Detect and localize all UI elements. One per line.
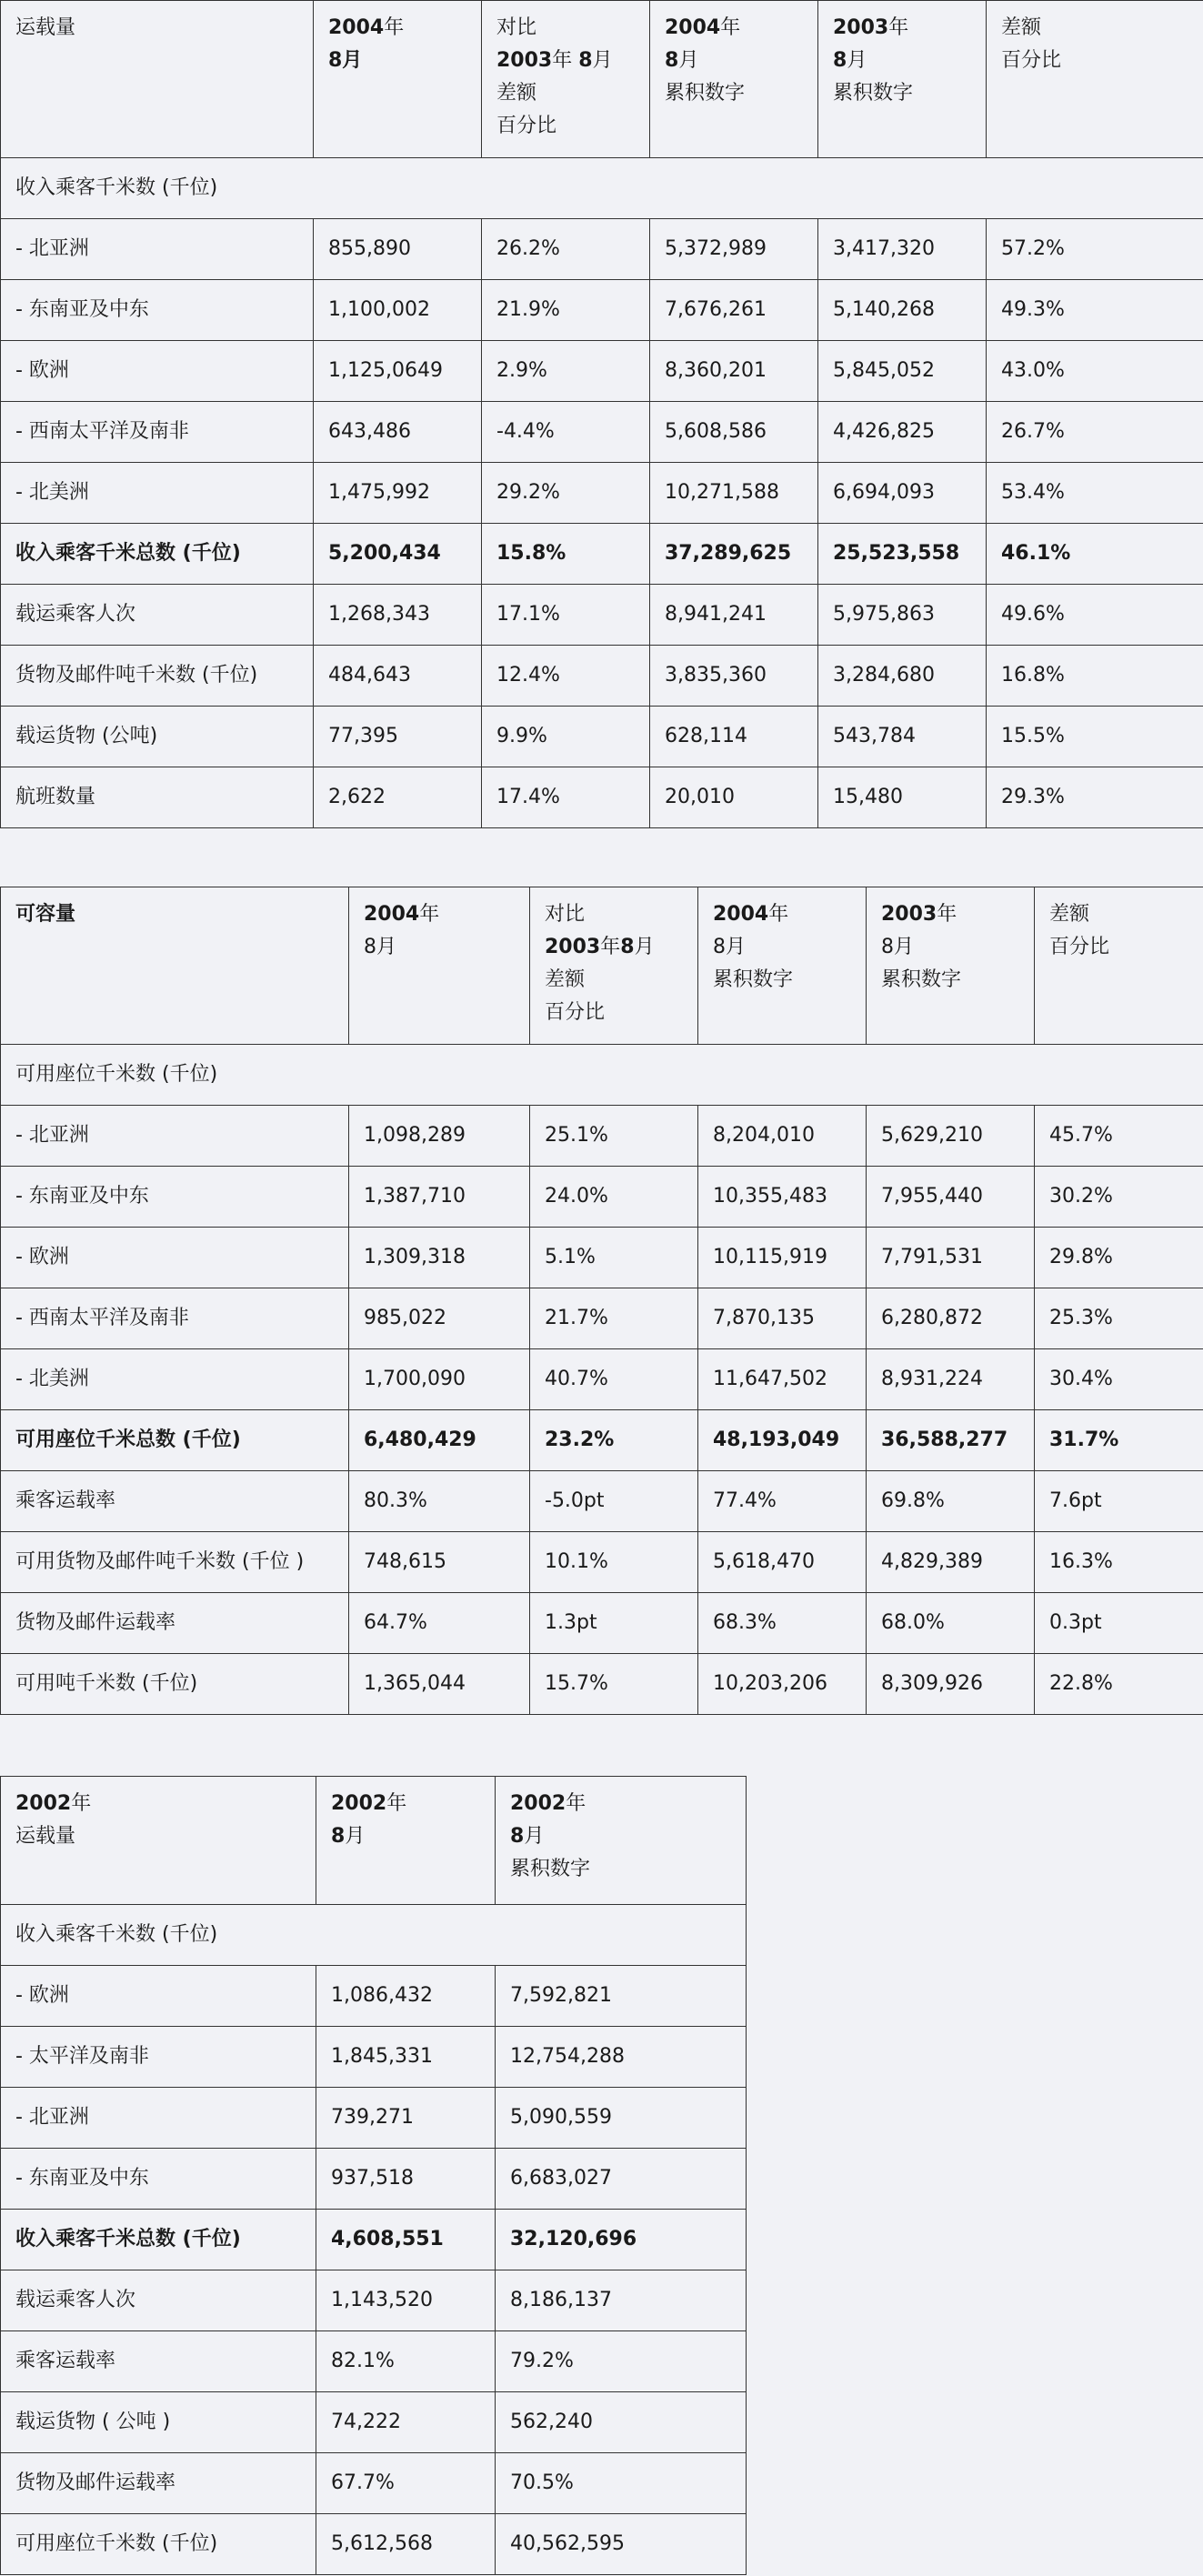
header-cell: 2002年 8月 累积数字: [496, 1777, 747, 1905]
table-row: [1, 280, 1203, 341]
section-row: [1, 158, 1203, 219]
row-label: 可用座位千米数 (千位): [1, 2514, 316, 2575]
table-row: [1, 1106, 1203, 1167]
table-cell: 45.7%: [1035, 1106, 1203, 1167]
table-row: [1, 1966, 747, 2027]
table-row: [1, 1288, 1203, 1349]
table-cell: 7,592,821: [496, 1966, 747, 2027]
table-cell: 37,289,625: [650, 524, 818, 585]
row-label: 航班数量: [1, 767, 314, 828]
table-cell: 46.1%: [987, 524, 1203, 585]
table-cell: 10,355,483: [698, 1167, 867, 1228]
table-cell: 937,518: [316, 2149, 496, 2210]
table-cell: 748,615: [349, 1532, 530, 1593]
row-label: 载运乘客人次: [1, 585, 314, 646]
table-cell: 1,365,044: [349, 1654, 530, 1715]
table-cell: 8,360,201: [650, 341, 818, 402]
table-cell: 0.3pt: [1035, 1593, 1203, 1654]
table-row: [1, 463, 1203, 524]
table-cell: 30.4%: [1035, 1349, 1203, 1410]
table-cell: -5.0pt: [530, 1471, 698, 1532]
table-cell: 24.0%: [530, 1167, 698, 1228]
table-cell: -4.4%: [482, 402, 650, 463]
table-cell: 68.3%: [698, 1593, 867, 1654]
row-label: - 东南亚及中东: [1, 2149, 316, 2210]
table-cell: 1.3pt: [530, 1593, 698, 1654]
table-cell: 5,372,989: [650, 219, 818, 280]
table-row: [1, 219, 1203, 280]
table-cell: 855,890: [314, 219, 482, 280]
table-row: [1, 402, 1203, 463]
table-cell: 31.7%: [1035, 1410, 1203, 1471]
row-label: 乘客运载率: [1, 2331, 316, 2392]
table-cell: 2.9%: [482, 341, 650, 402]
table-cell: 69.8%: [867, 1471, 1035, 1532]
table-row: [1, 2027, 747, 2088]
header-cell: 差额 百分比: [1035, 887, 1203, 1045]
header-cell: 2004年 8月 累积数字: [698, 887, 867, 1045]
table-cell: 29.3%: [987, 767, 1203, 828]
row-label: 货物及邮件运载率: [1, 1593, 349, 1654]
table-row: [1, 646, 1203, 707]
table-cell: 7,791,531: [867, 1228, 1035, 1288]
row-label: 载运货物 (公吨): [1, 707, 314, 767]
table-cell: 17.1%: [482, 585, 650, 646]
table-cell: 7,676,261: [650, 280, 818, 341]
row-label: 载运乘客人次: [1, 2270, 316, 2331]
row-label: 可用座位千米总数 (千位): [1, 1410, 349, 1471]
table-cell: 5,618,470: [698, 1532, 867, 1593]
header-cell: 运载量: [1, 1, 314, 158]
table-cell: 20,010: [650, 767, 818, 828]
table-cell: 5,090,559: [496, 2088, 747, 2149]
table-cell: 15.8%: [482, 524, 650, 585]
table-cell: 1,387,710: [349, 1167, 530, 1228]
table-row: [1, 767, 1203, 828]
table-cell: 543,784: [818, 707, 987, 767]
header-cell: 差额 百分比: [987, 1, 1203, 158]
table-cell: 29.2%: [482, 463, 650, 524]
section-row: [1, 1045, 1203, 1106]
header-cell: 2003年 8月 累积数字: [867, 887, 1035, 1045]
table-cell: 1,100,002: [314, 280, 482, 341]
table-cell: 48,193,049: [698, 1410, 867, 1471]
table-cell: 25.3%: [1035, 1288, 1203, 1349]
table-cell: 49.3%: [987, 280, 1203, 341]
table-cell: 12,754,288: [496, 2027, 747, 2088]
header-cell: 2002年 运载量: [1, 1777, 316, 1905]
header-cell: 可容量: [1, 887, 349, 1045]
table-cell: 21.9%: [482, 280, 650, 341]
row-label: 可用货物及邮件吨千米数 (千位 ): [1, 1532, 349, 1593]
section-row: [1, 1905, 747, 1966]
table-cell: 6,683,027: [496, 2149, 747, 2210]
table-cell: 1,475,992: [314, 463, 482, 524]
row-label: 收入乘客千米总数 (千位): [1, 524, 314, 585]
table-cell: 8,186,137: [496, 2270, 747, 2331]
table-row: [1, 341, 1203, 402]
table-cell: 985,022: [349, 1288, 530, 1349]
table-cell: 8,204,010: [698, 1106, 867, 1167]
table-row: [1, 2149, 747, 2210]
table-cell: 3,835,360: [650, 646, 818, 707]
table-cell: 21.7%: [530, 1288, 698, 1349]
table-cell: 2,622: [314, 767, 482, 828]
traffic-table-2002: [0, 1776, 747, 2575]
table-row: [1, 585, 1203, 646]
table-cell: 40,562,595: [496, 2514, 747, 2575]
table-row: [1, 2088, 747, 2149]
row-label: - 东南亚及中东: [1, 1167, 349, 1228]
table-cell: 29.8%: [1035, 1228, 1203, 1288]
table-cell: 49.6%: [987, 585, 1203, 646]
header-cell: 2004年 8月: [349, 887, 530, 1045]
header-cell: 2002年 8月: [316, 1777, 496, 1905]
row-label: - 北美洲: [1, 1349, 349, 1410]
table-row: [1, 2270, 747, 2331]
table-cell: 3,284,680: [818, 646, 987, 707]
capacity-table-2004: [0, 887, 1203, 1715]
total-row: [1, 2210, 747, 2270]
table-cell: 8,309,926: [867, 1654, 1035, 1715]
table-cell: 6,280,872: [867, 1288, 1035, 1349]
header-cell: 2003年 8月 累积数字: [818, 1, 987, 158]
table-cell: 7,955,440: [867, 1167, 1035, 1228]
table-cell: 6,480,429: [349, 1410, 530, 1471]
table-cell: 26.7%: [987, 402, 1203, 463]
table-cell: 5,612,568: [316, 2514, 496, 2575]
row-label: - 西南太平洋及南非: [1, 402, 314, 463]
table-cell: 16.3%: [1035, 1532, 1203, 1593]
table-cell: 77,395: [314, 707, 482, 767]
table-cell: 26.2%: [482, 219, 650, 280]
header-cell: 对比 2003年8月 差额 百分比: [530, 887, 698, 1045]
table-row: [1, 2514, 747, 2575]
table-cell: 10,203,206: [698, 1654, 867, 1715]
table-cell: 4,426,825: [818, 402, 987, 463]
total-row: [1, 524, 1203, 585]
table-cell: 57.2%: [987, 219, 1203, 280]
table-header-row: [1, 1777, 747, 1905]
row-label: - 欧洲: [1, 341, 314, 402]
row-label: - 北美洲: [1, 463, 314, 524]
table-cell: 32,120,696: [496, 2210, 747, 2270]
table-row: [1, 1167, 1203, 1228]
table-cell: 5,200,434: [314, 524, 482, 585]
row-label: - 西南太平洋及南非: [1, 1288, 349, 1349]
row-label: - 太平洋及南非: [1, 2027, 316, 2088]
total-row: [1, 1410, 1203, 1471]
table-cell: 4,608,551: [316, 2210, 496, 2270]
table-row: [1, 1349, 1203, 1410]
table-cell: 4,829,389: [867, 1532, 1035, 1593]
header-cell: 2004年 8月 累积数字: [650, 1, 818, 158]
row-label: 可用吨千米数 (千位): [1, 1654, 349, 1715]
table-cell: 15.5%: [987, 707, 1203, 767]
table-cell: 53.4%: [987, 463, 1203, 524]
table-cell: 1,700,090: [349, 1349, 530, 1410]
table-row: [1, 2453, 747, 2514]
table-cell: 3,417,320: [818, 219, 987, 280]
table-cell: 10.1%: [530, 1532, 698, 1593]
table-cell: 643,486: [314, 402, 482, 463]
table-row: [1, 707, 1203, 767]
table-cell: 79.2%: [496, 2331, 747, 2392]
table-row: [1, 1532, 1203, 1593]
table-cell: 25.1%: [530, 1106, 698, 1167]
table-cell: 1,268,343: [314, 585, 482, 646]
table-cell: 5,629,210: [867, 1106, 1035, 1167]
table-header-row: [1, 1, 1203, 158]
table-cell: 30.2%: [1035, 1167, 1203, 1228]
table-cell: 15,480: [818, 767, 987, 828]
table-cell: 739,271: [316, 2088, 496, 2149]
table-cell: 484,643: [314, 646, 482, 707]
table-cell: 1,143,520: [316, 2270, 496, 2331]
table-cell: 7,870,135: [698, 1288, 867, 1349]
traffic-table-2004: [0, 0, 1203, 828]
table-cell: 64.7%: [349, 1593, 530, 1654]
table-cell: 80.3%: [349, 1471, 530, 1532]
table-cell: 36,588,277: [867, 1410, 1035, 1471]
table-cell: 5,140,268: [818, 280, 987, 341]
table-cell: 40.7%: [530, 1349, 698, 1410]
table-cell: 43.0%: [987, 341, 1203, 402]
table-row: [1, 1593, 1203, 1654]
table-cell: 628,114: [650, 707, 818, 767]
row-label: 货物及邮件吨千米数 (千位): [1, 646, 314, 707]
table-cell: 74,222: [316, 2392, 496, 2453]
table-cell: 8,931,224: [867, 1349, 1035, 1410]
row-label: 货物及邮件运载率: [1, 2453, 316, 2514]
row-label: - 东南亚及中东: [1, 280, 314, 341]
table-cell: 67.7%: [316, 2453, 496, 2514]
row-label: 乘客运载率: [1, 1471, 349, 1532]
header-cell: 对比 2003年 8月 差额 百分比: [482, 1, 650, 158]
row-label: - 欧洲: [1, 1966, 316, 2027]
table-row: [1, 1471, 1203, 1532]
table-row: [1, 2331, 747, 2392]
table-cell: 10,271,588: [650, 463, 818, 524]
table-cell: 25,523,558: [818, 524, 987, 585]
table-row: [1, 1654, 1203, 1715]
table-cell: 1,125,0649: [314, 341, 482, 402]
section-label: 可用座位千米数 (千位): [1, 1045, 1203, 1106]
table-cell: 5,845,052: [818, 341, 987, 402]
table-cell: 562,240: [496, 2392, 747, 2453]
row-label: 载运货物 ( 公吨 ): [1, 2392, 316, 2453]
row-label: 收入乘客千米总数 (千位): [1, 2210, 316, 2270]
header-cell: 2004年 8月: [314, 1, 482, 158]
table-cell: 22.8%: [1035, 1654, 1203, 1715]
section-label: 收入乘客千米数 (千位): [1, 158, 1203, 219]
table-cell: 5.1%: [530, 1228, 698, 1288]
section-label: 收入乘客千米数 (千位): [1, 1905, 747, 1966]
table-cell: 11,647,502: [698, 1349, 867, 1410]
table-header-row: [1, 887, 1203, 1045]
table-cell: 23.2%: [530, 1410, 698, 1471]
table-cell: 7.6pt: [1035, 1471, 1203, 1532]
table-row: [1, 1228, 1203, 1288]
table-cell: 6,694,093: [818, 463, 987, 524]
table-cell: 5,975,863: [818, 585, 987, 646]
table-cell: 5,608,586: [650, 402, 818, 463]
table-row: [1, 2392, 747, 2453]
table-cell: 8,941,241: [650, 585, 818, 646]
table-cell: 9.9%: [482, 707, 650, 767]
row-label: - 北亚洲: [1, 1106, 349, 1167]
table-cell: 82.1%: [316, 2331, 496, 2392]
table-cell: 68.0%: [867, 1593, 1035, 1654]
row-label: - 北亚洲: [1, 219, 314, 280]
row-label: - 北亚洲: [1, 2088, 316, 2149]
table-cell: 1,309,318: [349, 1228, 530, 1288]
table-cell: 77.4%: [698, 1471, 867, 1532]
table-cell: 15.7%: [530, 1654, 698, 1715]
table-cell: 16.8%: [987, 646, 1203, 707]
table-cell: 70.5%: [496, 2453, 747, 2514]
table-cell: 1,086,432: [316, 1966, 496, 2027]
table-cell: 1,098,289: [349, 1106, 530, 1167]
table-cell: 1,845,331: [316, 2027, 496, 2088]
table-cell: 17.4%: [482, 767, 650, 828]
table-cell: 10,115,919: [698, 1228, 867, 1288]
row-label: - 欧洲: [1, 1228, 349, 1288]
table-cell: 12.4%: [482, 646, 650, 707]
